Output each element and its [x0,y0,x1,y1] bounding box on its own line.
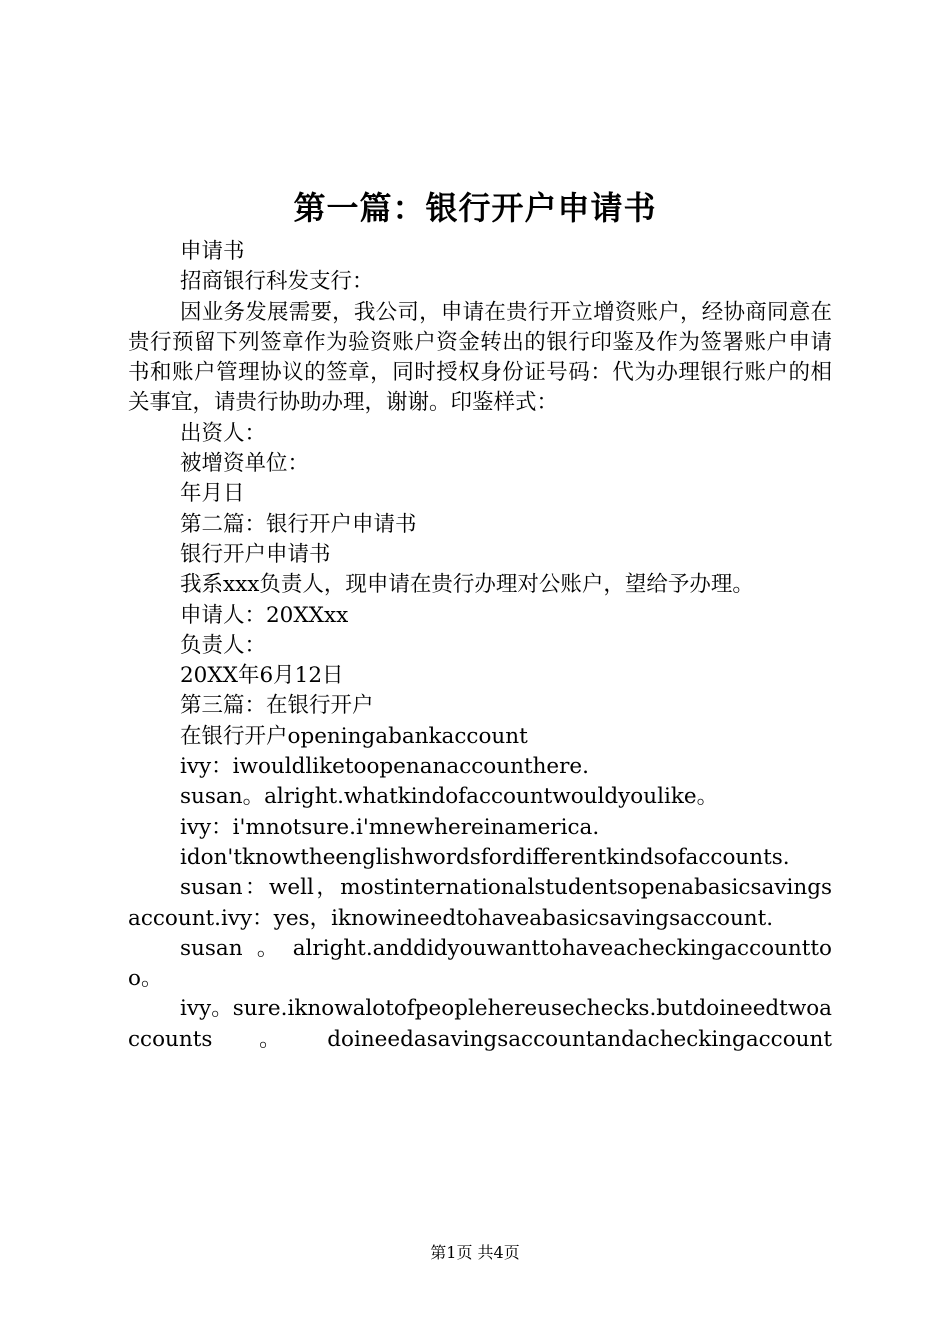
paragraph-dialogue-line: susan。alright.whatkindofaccountwouldyoulike。 [180,784,719,810]
paragraph-section-two-body: 我系xxx负责人，现申请在贵行办理对公账户，望给予办理。 [180,572,754,598]
paragraph-section-two-heading: 第二篇：银行开户申请书 [180,511,417,537]
paragraph-dialogue-line: ivy：iwouldliketoopenanaccounthere. [180,754,589,780]
paragraph-request-body: 因业务发展需要，我公司，申请在贵行开立增资账户，经协商同意在贵行预留下列签章作为验资账户资金转出的银行印鉴及作为签署账户申请书和账户管理协议的签章，同时授权身份证号码：代为办理银行账户的相关事宜，请贵行协助办理，谢谢。印鉴样式： [128,299,832,416]
paragraph-company: 被增资单位： [180,451,310,477]
paragraph-dialogue-line: susan。alright.anddidyouwanttohaveacheckingaccounttoo。 [128,935,832,992]
paragraph-section-two-title: 银行开户申请书 [180,541,331,567]
paragraph-date: 20XX年6月12日 [180,663,344,689]
paragraph-salutation: 申请书 [180,239,245,264]
paragraph-dialogue-line: ivy：i'mnotsure.i'mnewhereinamerica. [180,814,600,840]
paragraph-section-three-heading: 第三篇：在银行开户 [180,693,374,719]
paragraph-applicant: 申请人：20XXxx [180,602,349,628]
paragraph-investor: 出资人： [180,420,267,446]
paragraph-responsible-person: 负责人： [180,632,267,658]
paragraph-dialogue-line: idon'tknowtheenglishwordsfordifferentkindsofaccounts. [180,844,790,870]
paragraph-date-placeholder: 年月日 [180,481,245,507]
document-title: 第一篇：银行开户申请书 [293,189,657,227]
paragraph-addressee: 招商银行科发支行： [180,269,374,295]
document-body [128,237,832,1055]
paragraph-dialogue-line: ivy。sure.iknowalotofpeoplehereusechecks.butdoineedtwoaccounts。doineedasavingsaccountandacheckingaccount [128,996,832,1052]
paragraph-dialogue-line: susan：well，mostinternationalstudentsopenabasicsavingsaccount.ivy：yes，iknowineedtohaveabasicsavingsaccount. [128,875,832,931]
page-number-footer: 第1页 共4页 [430,1243,520,1262]
paragraph-section-three-title: 在银行开户openingabankaccount [180,723,528,749]
